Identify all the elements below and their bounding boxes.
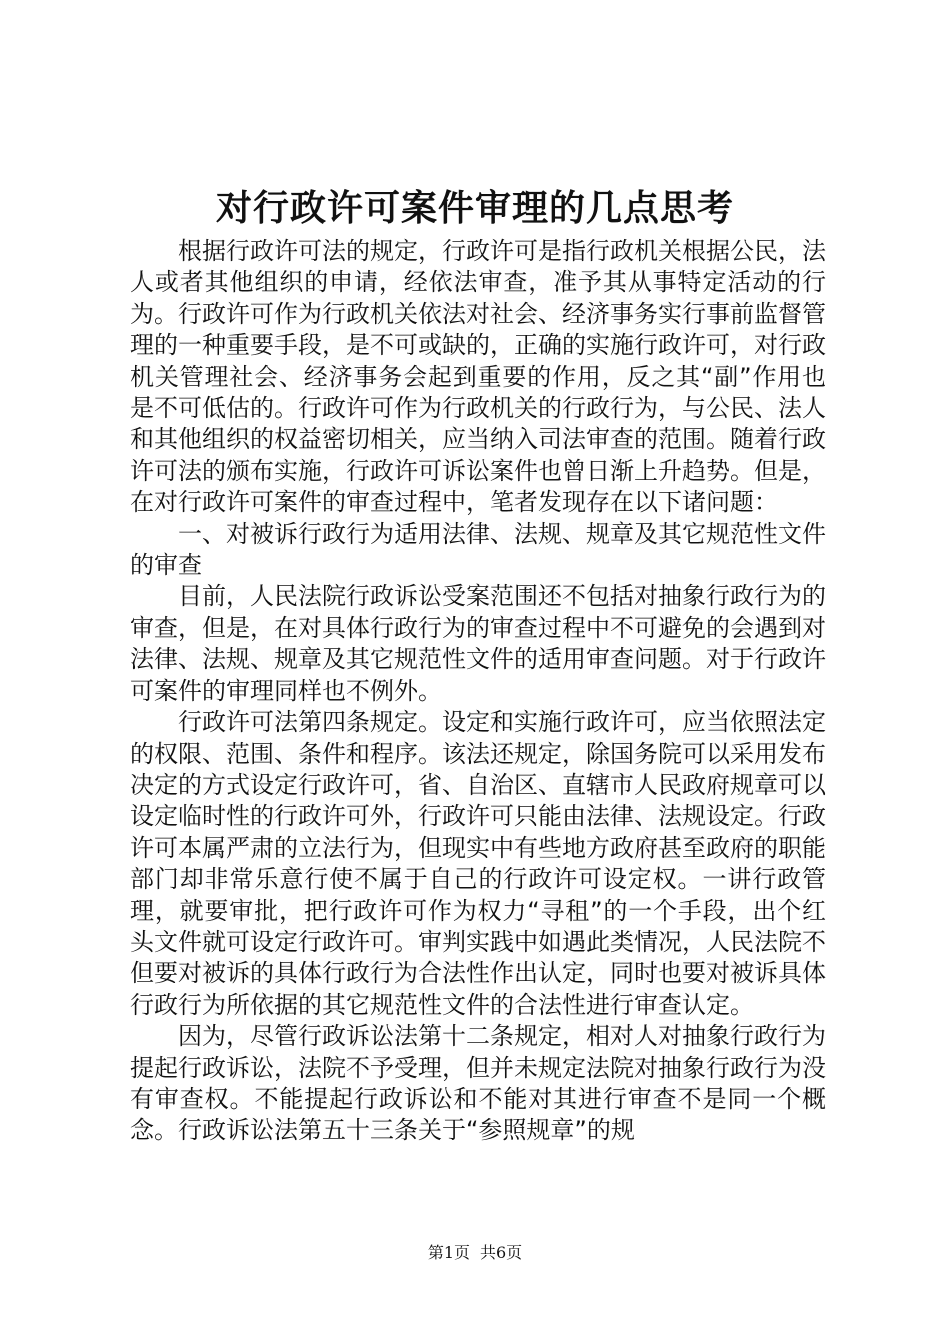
document-title: 对行政许可案件审理的几点思考 [215, 187, 734, 229]
paragraph-section-1-a: 目前，人民法院行政诉讼受案范围还不包括对抽象行政行为的审查，但是，在对具体行政行为的审查过程中不可避免的会遇到对法律、法规、规章及其它规范性文件的适用审查问题。对于行政许可案件的审理同样也不例外。 [130, 582, 826, 705]
page-footer [0, 1243, 950, 1263]
paragraph-intro: 根据行政许可法的规定，行政许可是指行政机关根据公民，法人或者其他组织的申请，经依法审查，准予其从事特定活动的行为。行政许可作为行政机关依法对社会、经济事务实行事前监督管理的一种重要手段，是不可或缺的，正确的实施行政许可，对行政机关管理社会、经济事务会起到重要的作用，反之其“副”作用也是不可低估的。行政许可作为行政机关的行政行为，与公民、法人和其他组织的权益密切相关，应当纳入司法审查的范围。随着行政许可法的颁布实施，行政许可诉讼案件也曾日渐上升趋势。但是，在对行政许可案件的审查过程中，笔者发现存在以下诸问题： [130, 237, 826, 517]
paragraph-section-1-b: 行政许可法第四条规定。设定和实施行政许可，应当依照法定的权限、范围、条件和程序。该法还规定，除国务院可以采用发布决定的方式设定行政许可，省、自治区、直辖市人民政府规章可以设定临时性的行政许可外，行政许可只能由法律、法规设定。行政许可本属严肃的立法行为，但现实中有些地方政府甚至政府的职能部门却非常乐意行使不属于自己的行政许可设定权。一讲行政管理，就要审批，把行政许可作为权力“寻租”的一个手段，出个红头文件就可设定行政许可。审判实践中如遇此类情况，人民法院不但要对被诉的具体行政行为合法性作出认定，同时也要对被诉具体行政行为所依据的其它规范性文件的合法性进行审查认定。 [130, 708, 826, 1019]
page-total: 共6页 [480, 1243, 523, 1262]
document-body [130, 236, 826, 1147]
paragraph-section-1-c: 因为，尽管行政诉讼法第十二条规定，相对人对抽象行政行为提起行政诉讼，法院不予受理，但并未规定法院对抽象行政行为没有审查权。不能提起行政诉讼和不能对其进行审查不是同一个概念。行政诉讼法第五十三条关于“参照规章”的规 [130, 1022, 826, 1145]
section-heading-1: 一、对被诉行政行为适用法律、法规、规章及其它规范性文件的审查 [130, 519, 826, 580]
page-number: 第1页 [427, 1243, 470, 1262]
